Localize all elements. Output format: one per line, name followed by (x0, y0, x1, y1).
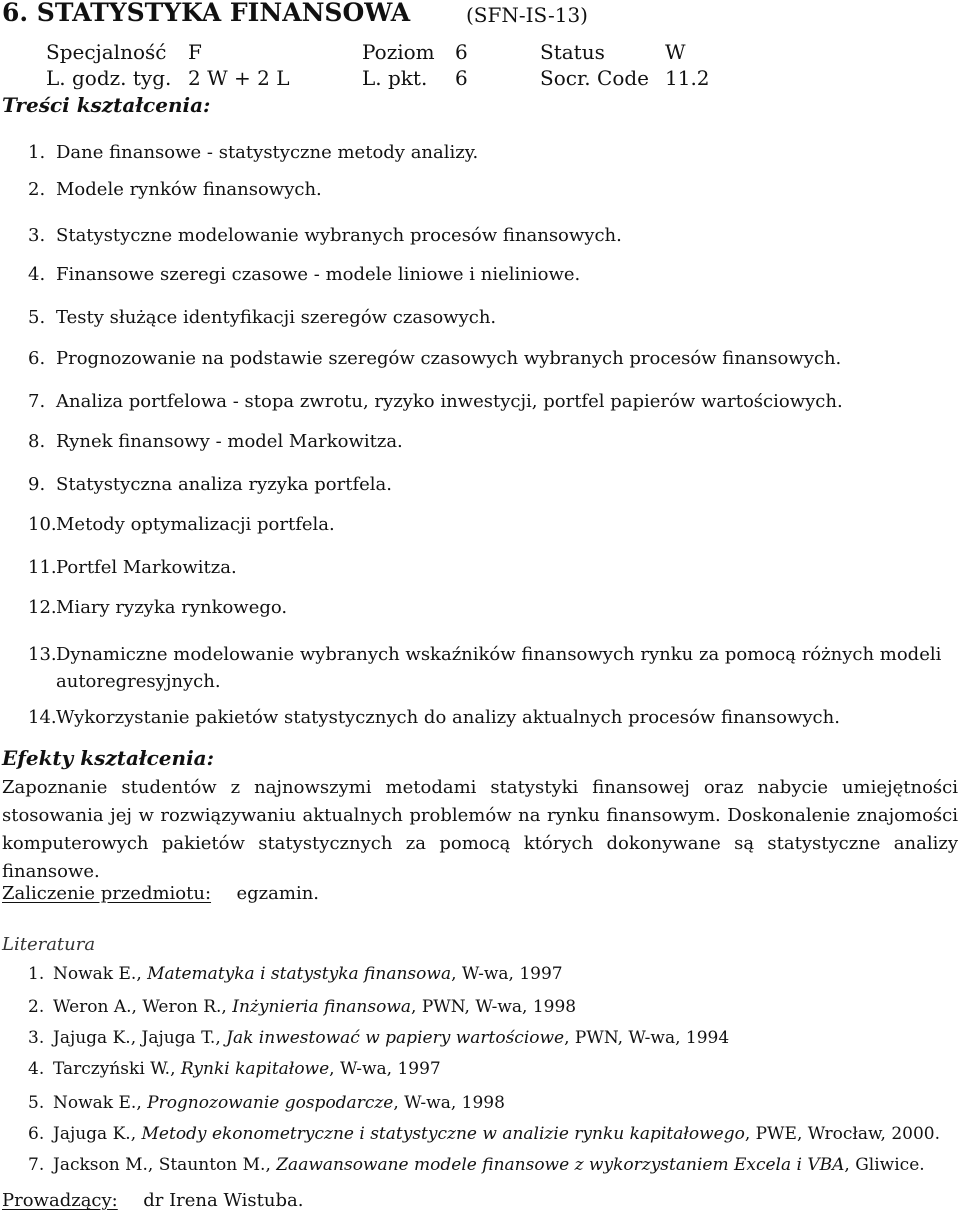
literature-item: 6. Jajuga K., Metody ekonometryczne i statystyczne w analizie rynku kapitałowego, PWE, Wrocław, 2000. (28, 1124, 940, 1144)
topic-item: 6. Prognozowanie na podstawie szeregów czasowych wybranych procesów finansowych. (28, 348, 842, 369)
effects-paragraph: Zapoznanie studentów z najnowszymi metodami statystyki finansowej oraz nabycie umiejętności stosowania jej w rozwiązywaniu aktualnych problemów na rynku finansowym. Doskonalenie znajomości komputerowych pakietów statystycznych za pomocą których dokonywane są statystyczne analizy finansowe. (2, 777, 958, 882)
literature-item: 3. Jajuga K., Jajuga T., Jak inwestować w papiery wartościowe, PWN, W-wa, 1994 (28, 1028, 730, 1048)
lecturer-label: Prowadzący: (2, 1190, 118, 1211)
topic-item: 13.Dynamiczne modelowanie wybranych wskaźników finansowych rynku za pomocą różnych modeli autoregresyjnych. (28, 644, 942, 692)
topic-item: 3. Statystyczne modelowanie wybranych procesów finansowych. (28, 225, 622, 246)
content-heading: Treści kształcenia: (2, 93, 211, 117)
topic-item: 4. Finansowe szeregi czasowe - modele liniowe i nieliniowe. (28, 264, 581, 285)
literature-heading: Literatura (2, 934, 96, 955)
topic-item: 2. Modele rynków finansowych. (28, 179, 322, 200)
literature-item: 5. Nowak E., Prognozowanie gospodarcze, W-wa, 1998 (28, 1093, 505, 1113)
meta-value-specialty: F (188, 40, 202, 64)
topic-item: 12.Miary ryzyka rynkowego. (28, 597, 288, 618)
assessment-label: Zaliczenie przedmiotu: (2, 883, 212, 904)
lecturer (2, 1190, 303, 1211)
meta-label-specialty: Specjalność (46, 40, 167, 64)
topic-item: 9. Statystyczna analiza ryzyka portfela. (28, 474, 392, 495)
meta-label-socr-code: Socr. Code (540, 66, 650, 90)
meta-label-status: Status (540, 40, 605, 64)
literature-item: 4. Tarczyński W., Rynki kapitałowe, W-wa, 1997 (28, 1059, 441, 1079)
assessment-value: egzamin. (236, 883, 320, 904)
effects-heading: Efekty kształcenia: (2, 746, 215, 770)
topic-item: 1. Dane finansowe - statystyczne metody analizy. (28, 142, 479, 163)
meta-value-level: 6 (455, 40, 468, 64)
course-title: 6. STATYSTYKA FINANSOWA (2, 0, 411, 27)
course-code: (SFN-IS-13) (466, 3, 588, 27)
literature-item: 7. Jackson M., Staunton M., Zaawansowane modele finansowe z wykorzystaniem Excela i VBA, Gliwice. (28, 1155, 925, 1175)
assessment (2, 883, 319, 904)
meta-value-status: W (665, 40, 686, 64)
meta-value-hours: 2 W + 2 L (188, 66, 290, 90)
meta-label-level: Poziom (362, 40, 435, 64)
topic-item: 10.Metody optymalizacji portfela. (28, 514, 335, 535)
meta-value-points: 6 (455, 66, 468, 90)
topic-item: 7. Analiza portfelowa - stopa zwrotu, ryzyko inwestycji, portfel papierów wartościowych. (28, 391, 843, 412)
lecturer-value: dr Irena Wistuba. (143, 1190, 304, 1211)
meta-value-socr-code: 11.2 (665, 66, 710, 90)
topic-item: 14.Wykorzystanie pakietów statystycznych do analizy aktualnych procesów finansowych. (28, 707, 840, 728)
topic-item: 5. Testy służące identyfikacji szeregów czasowych. (28, 307, 497, 328)
meta-label-points: L. pkt. (362, 66, 428, 90)
topic-item: 8. Rynek finansowy - model Markowitza. (28, 431, 403, 452)
literature-item: 2. Weron A., Weron R., Inżynieria finansowa, PWN, W-wa, 1998 (28, 997, 577, 1017)
literature-item: 1. Nowak E., Matematyka i statystyka finansowa, W-wa, 1997 (28, 964, 563, 984)
meta-label-hours: L. godz. tyg. (46, 66, 172, 90)
topic-item: 11.Portfel Markowitza. (28, 557, 237, 578)
